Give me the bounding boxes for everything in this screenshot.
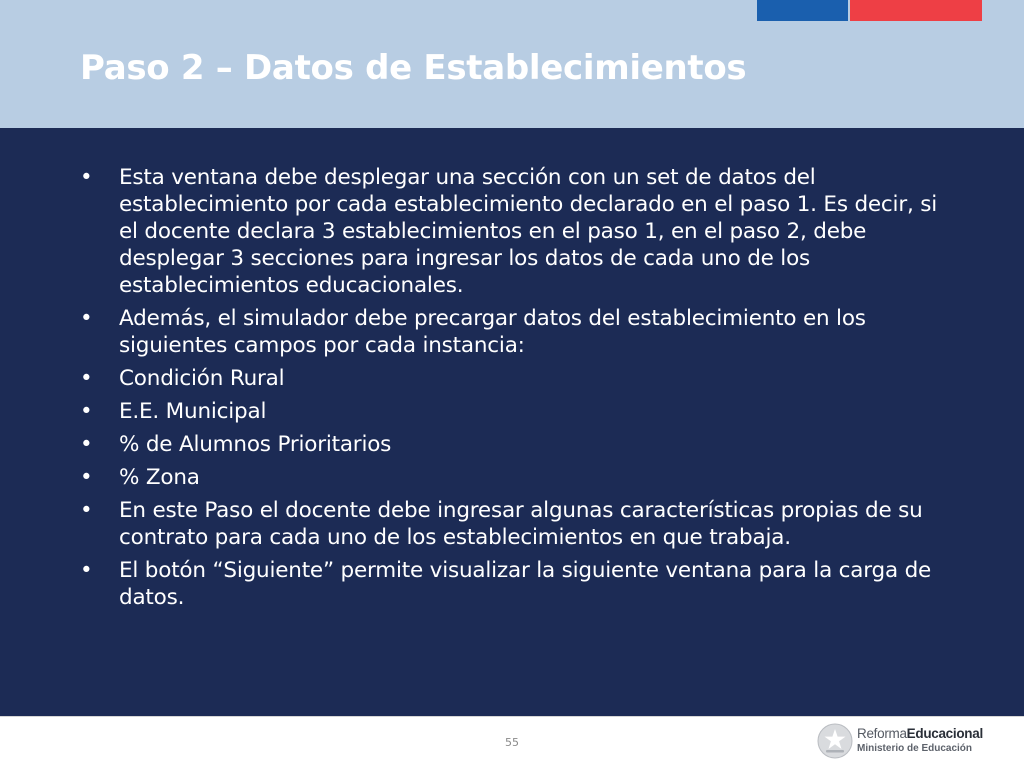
bullet-marker: • [80,306,93,331]
bullet-item [78,464,958,491]
bullet-marker: • [80,432,93,457]
bullet-item [78,497,958,551]
bullet-item [78,305,958,359]
footer-divider [0,716,1024,717]
bullet-item [78,365,958,392]
bullet-marker: • [80,498,93,523]
bullet-text: El botón “Siguiente” permite visualizar la siguiente ventana para la carga de datos. [119,558,932,610]
bullet-text: % Zona [119,465,200,490]
government-seal-icon [816,722,854,760]
flag-stripe-red [850,0,982,21]
bullet-text: % de Alumnos Prioritarios [119,432,392,457]
title-band [0,0,1024,128]
bullet-item [78,164,958,299]
logo-wordmark-light: Reforma [857,726,907,741]
bullet-marker: • [80,558,93,583]
page-number: 55 [505,736,519,749]
bullet-text: En este Paso el docente debe ingresar algunas características propias de su contrato para cada uno de los establecimientos en que trabaja. [119,498,923,550]
flag-stripe-blue [757,0,848,21]
bullet-text: Esta ventana debe desplegar una sección con un set de datos del establecimiento por cada establecimiento declarado en el paso 1. Es decir, si el docente declara 3 establecimientos en el paso 1, en el paso 2, debe desplegar 3 secciones para ingresar los datos de cada uno de los establecimientos educacionales. [119,165,938,298]
bullet-text: Condición Rural [119,366,285,391]
logo-wordmark-bold: Educacional [906,726,983,741]
bullet-text: E.E. Municipal [119,399,267,424]
bullet-text: Además, el simulador debe precargar datos del establecimiento en los siguientes campos por cada instancia: [119,306,866,358]
bullet-item [78,398,958,425]
bullet-marker: • [80,399,93,424]
slide-title: Paso 2 – Datos de Establecimientos [80,48,747,88]
bullet-marker: • [80,465,93,490]
bullet-item [78,557,958,611]
bullet-item [78,431,958,458]
bullet-list [78,164,958,617]
bullet-marker: • [80,165,93,190]
reforma-educacional-logo [816,722,986,762]
logo-wordmark [857,726,983,741]
bullet-marker: • [80,366,93,391]
logo-ministry: Ministerio de Educación [857,743,973,754]
